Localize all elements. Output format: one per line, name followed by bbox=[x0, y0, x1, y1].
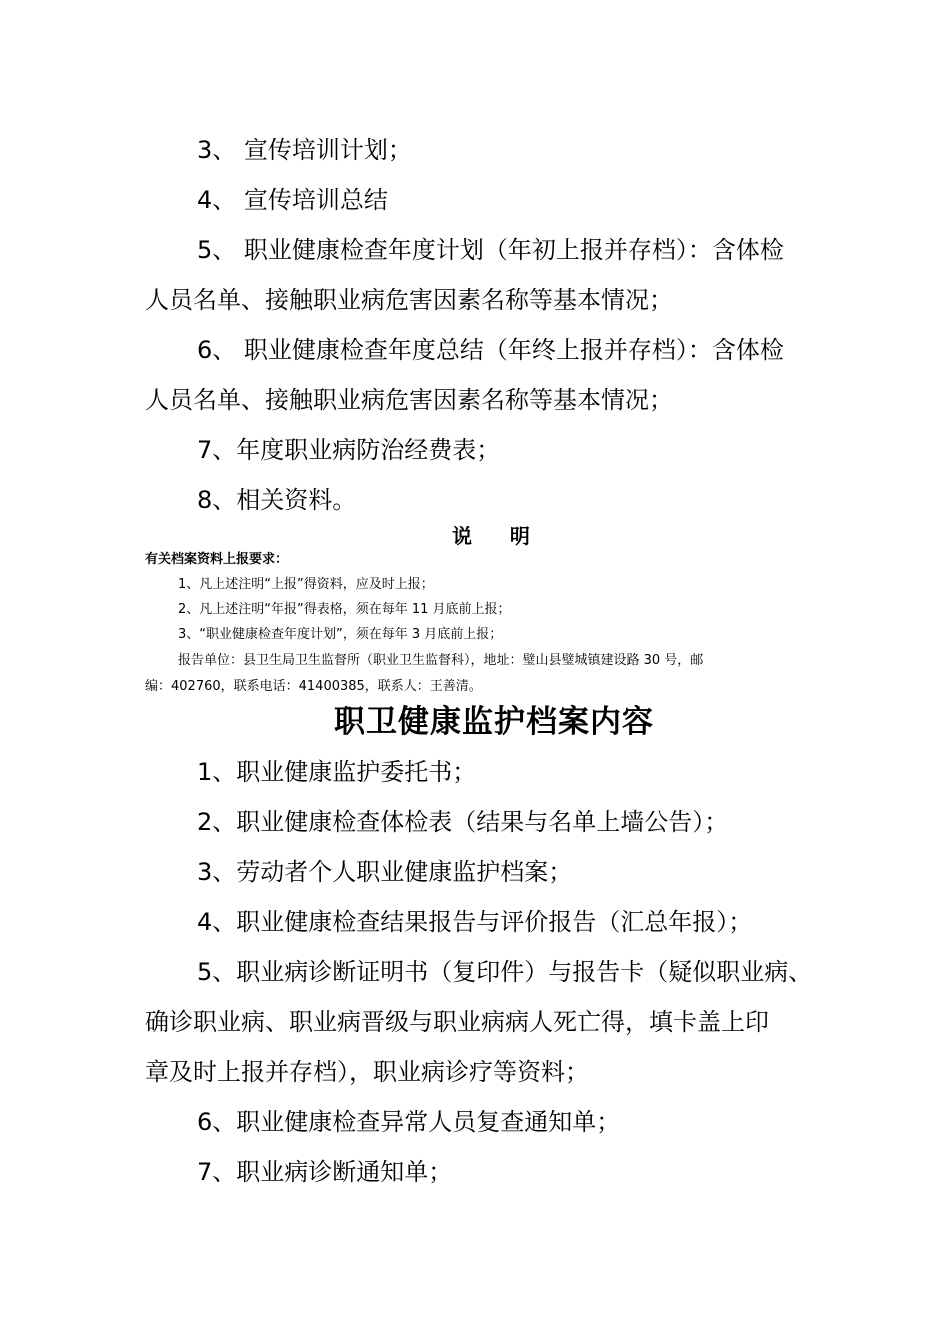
list-item-a-5-cont: 人员名单、接触职业病危害因素名称等基本情况； bbox=[145, 286, 673, 314]
list-item-b-5-cont-2: 章及时上报并存档），职业病诊疗等资料； bbox=[145, 1058, 589, 1086]
list-item-a-3: 3、 宣传培训计划； bbox=[197, 136, 412, 164]
list-item-b-5: 5、职业病诊断证明书（复印件）与报告卡（疑似职业病、 bbox=[197, 958, 813, 986]
notes-line-2: 2、凡上述注明“年报”得表格，须在每年 11 月底前上报； bbox=[178, 602, 511, 617]
list-item-a-4: 4、 宣传培训总结 bbox=[197, 186, 388, 214]
list-item-b-2: 2、职业健康检查体检表（结果与名单上墙公告）； bbox=[197, 808, 729, 836]
notes-line-1: 1、凡上述注明“上报”得资料，应及时上报； bbox=[178, 577, 434, 592]
list-item-a-6-cont: 人员名单、接触职业病危害因素名称等基本情况； bbox=[145, 386, 673, 414]
notes-line-3: 3、“职业健康检查年度计划”，须在每年 3 月底前上报； bbox=[178, 627, 503, 642]
list-item-b-5-cont-1: 确诊职业病、职业病晋级与职业病病人死亡得，填卡盖上印 bbox=[145, 1008, 769, 1036]
notes-line-5: 编：402760，联系电话：41400385，联系人：王善清。 bbox=[145, 679, 482, 694]
list-item-b-3: 3、劳动者个人职业健康监护档案； bbox=[197, 858, 573, 886]
list-item-a-6: 6、 职业健康检查年度总结（年终上报并存档）：含体检 bbox=[197, 336, 784, 364]
notes-line-4: 报告单位：县卫生局卫生监督所（职业卫生监督科），地址：璧山县璧城镇建设路 30 号，邮 bbox=[178, 653, 704, 668]
list-item-b-6: 6、职业健康检查异常人员复查通知单； bbox=[197, 1108, 621, 1136]
list-item-a-7: 7、年度职业病防治经费表； bbox=[197, 436, 501, 464]
list-item-a-5: 5、 职业健康检查年度计划（年初上报并存档）：含体检 bbox=[197, 236, 784, 264]
list-item-b-4: 4、职业健康检查结果报告与评价报告（汇总年报）； bbox=[197, 908, 753, 936]
notes-subtitle: 有关档案资料上报要求： bbox=[145, 552, 289, 567]
list-item-b-1: 1、职业健康监护委托书； bbox=[197, 758, 477, 786]
list-item-a-8: 8、相关资料。 bbox=[197, 486, 357, 514]
section-b-title: 职卫健康监护档案内容 bbox=[334, 704, 654, 740]
notes-title: 说 明 bbox=[452, 524, 532, 548]
list-item-b-7: 7、职业病诊断通知单； bbox=[197, 1158, 453, 1186]
